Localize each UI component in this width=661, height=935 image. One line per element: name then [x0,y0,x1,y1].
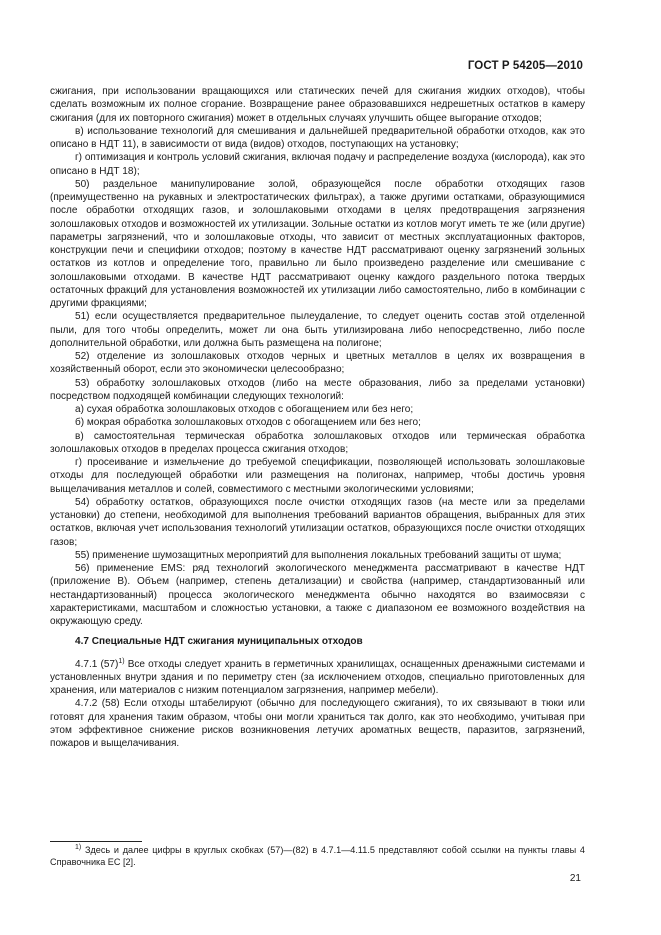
paragraph-56: 56) применение EMS: ряд технологий экологического менеджмента рассматривают в качестве НДТ (приложение В). Объем (например, степень детализации) и свойства (например, стандартизованный или нестандартизованный) процесса экологического менеджмента обычно находятся во взаимосвязи с характеристиками, масштабом и сложностью установки, а также с диапазоном ее возможного воздействия на окружающую среду. [50,563,585,627]
paragraph-item-v: в) использование технологий для смешивания и дальнейшей предварительной обработки отходов, как это описано в НДТ 11), в зависимости от вида (видов) отходов, поступающих на установку; [50,125,585,150]
paragraph-4-7-1-lead: 4.7.1 (57) [75,658,119,670]
paragraph-continuation: сжигания, при использовании вращающихся или статических печей для сжигания жидких отходов), чтобы сделать возможным их полное сгорание. Возвращение ранее образовавшихся недрешетных остатков в камеру сжигания (для их повторного сжигания) может в отдельных случаях улучшить общее выгорание отходов; [50,86,585,124]
paragraph-55: 55) применение шумозащитных мероприятий для выполнения локальных требований защиты от шума; [75,549,562,561]
paragraph-51: 51) если осуществляется предварительное пылеудаление, то следует оценить состав этой отделенной пыли, для того чтобы определить, может ли она быть утилизирована либо непосредственно, либо после дополнительной обработки, или должна быть размещена на полигоне; [50,311,585,349]
paragraph-53-v: в) самостоятельная термическая обработка золошлаковых отходов или термическая обработка золошлаковых отходов в пределах процесса сжигания отходов; [50,430,585,455]
paragraph-53: 53) обработку золошлаковых отходов (либо на месте образования, либо за пределами установки) посредством подходящей комбинации следующих технологий: [50,377,585,402]
paragraph-53-a: а) сухая обработка золошлаковых отходов с обогащением или без него; [75,404,414,415]
footnote-text: Здесь и далее цифры в круглых скобках (57)—(82) в 4.7.1—4.11.5 представляют собой ссылки на пункты главы 4 Справочника ЕС [2]. [50,845,585,867]
paragraph-item-g: г) оптимизация и контроль условий сжигания, включая подачу и распределение воздуха (кислорода), как это описано в НДТ 18); [50,152,585,177]
footnote-reference[interactable]: 1) [118,657,125,665]
footnote-separator [50,841,142,842]
page-number: 21 [569,873,581,884]
main-text [50,85,585,750]
paragraph-4-7-2: 4.7.2 (58) Если отходы штабелируют (обычно для последующего сжигания), то их связывают в тюки или готовят для хранения таким образом, чтобы они могли храниться так долго, как это необходимо, учитывая при этом эффективное снижение рисков возникновения летучих ароматных веществ, паразитов, загрязнений, пожаров и выщелачивания. [50,698,585,749]
paragraph-52: 52) отделение из золошлаковых отходов черных и цветных металлов в целях их возвращения в хозяйственный оборот, если это экономически целесообразно; [50,351,585,376]
paragraph-54: 54) обработку остатков, образующихся после очистки отходящих газов (на месте или за пределами установки) до степени, необходимой для выполнения требований вариантов обращения, выбранных для этих остатков, включая учет использования технологий утилизации остатков, образующихся после очистки отходящих газов; [50,496,585,548]
paragraph-4-7-1-text: Все отходы следует хранить в герметичных хранилищах, оснащенных дренажными системами и установленных внутри здания и по периметру стен (за исключением отходов, специально приготовленных для хранения, или материалов с низким потенциалом загрязнения, например мебели). [50,658,585,696]
footnote [50,845,585,868]
paragraph-53-g: г) просеивание и измельчение до требуемой спецификации, позволяющей использовать золошлаковые отходы для последующей обработки или размещения на полигонах, например, чтобы достичь уровня выщелачивания металлов и солей, совместимого с местными экологическими условиями; [50,457,585,495]
document-number-header: ГОСТ Р 54205—2010 [467,60,583,72]
section-heading: 4.7 Специальные НДТ сжигания муниципальных отходов [75,636,363,648]
paragraph-4-7-1 [50,658,585,698]
paragraph-53-b: б) мокрая обработка золошлаковых отходов с обогащением или без него; [75,417,421,429]
footnote-marker: 1) [75,844,82,851]
paragraph-50: 50) раздельное манипулирование золой, образующейся после обработки отходящих газов (преимущественно на рукавных и электростатических фильтрах), а также другими остатками, образующимися после обработки отходящих газов, и золошлаковыми отходами в целях предотвращения загрязнения золошлаковых отходов и возможностей их утилизации. Зольные остатки из котлов могут иметь те же (или другие) параметры загрязнений, что и золошлаковые отходы, что зависит от местных эксплуатационных факторов, конструкции печи и специфики отходов; поэтому в качестве НДТ рассматривают оценку загрязнений зольных остатков из котлов и определение того, правильно ли было произведено разделение или смешивание с золошлаковыми отходами. В качестве НДТ рассматривают оценку каждого раздельного потока твердых остаточных фракций для установления возможностей их утилизации либо самостоятельно, либо в комбинации с другими фракциями; [50,178,585,309]
